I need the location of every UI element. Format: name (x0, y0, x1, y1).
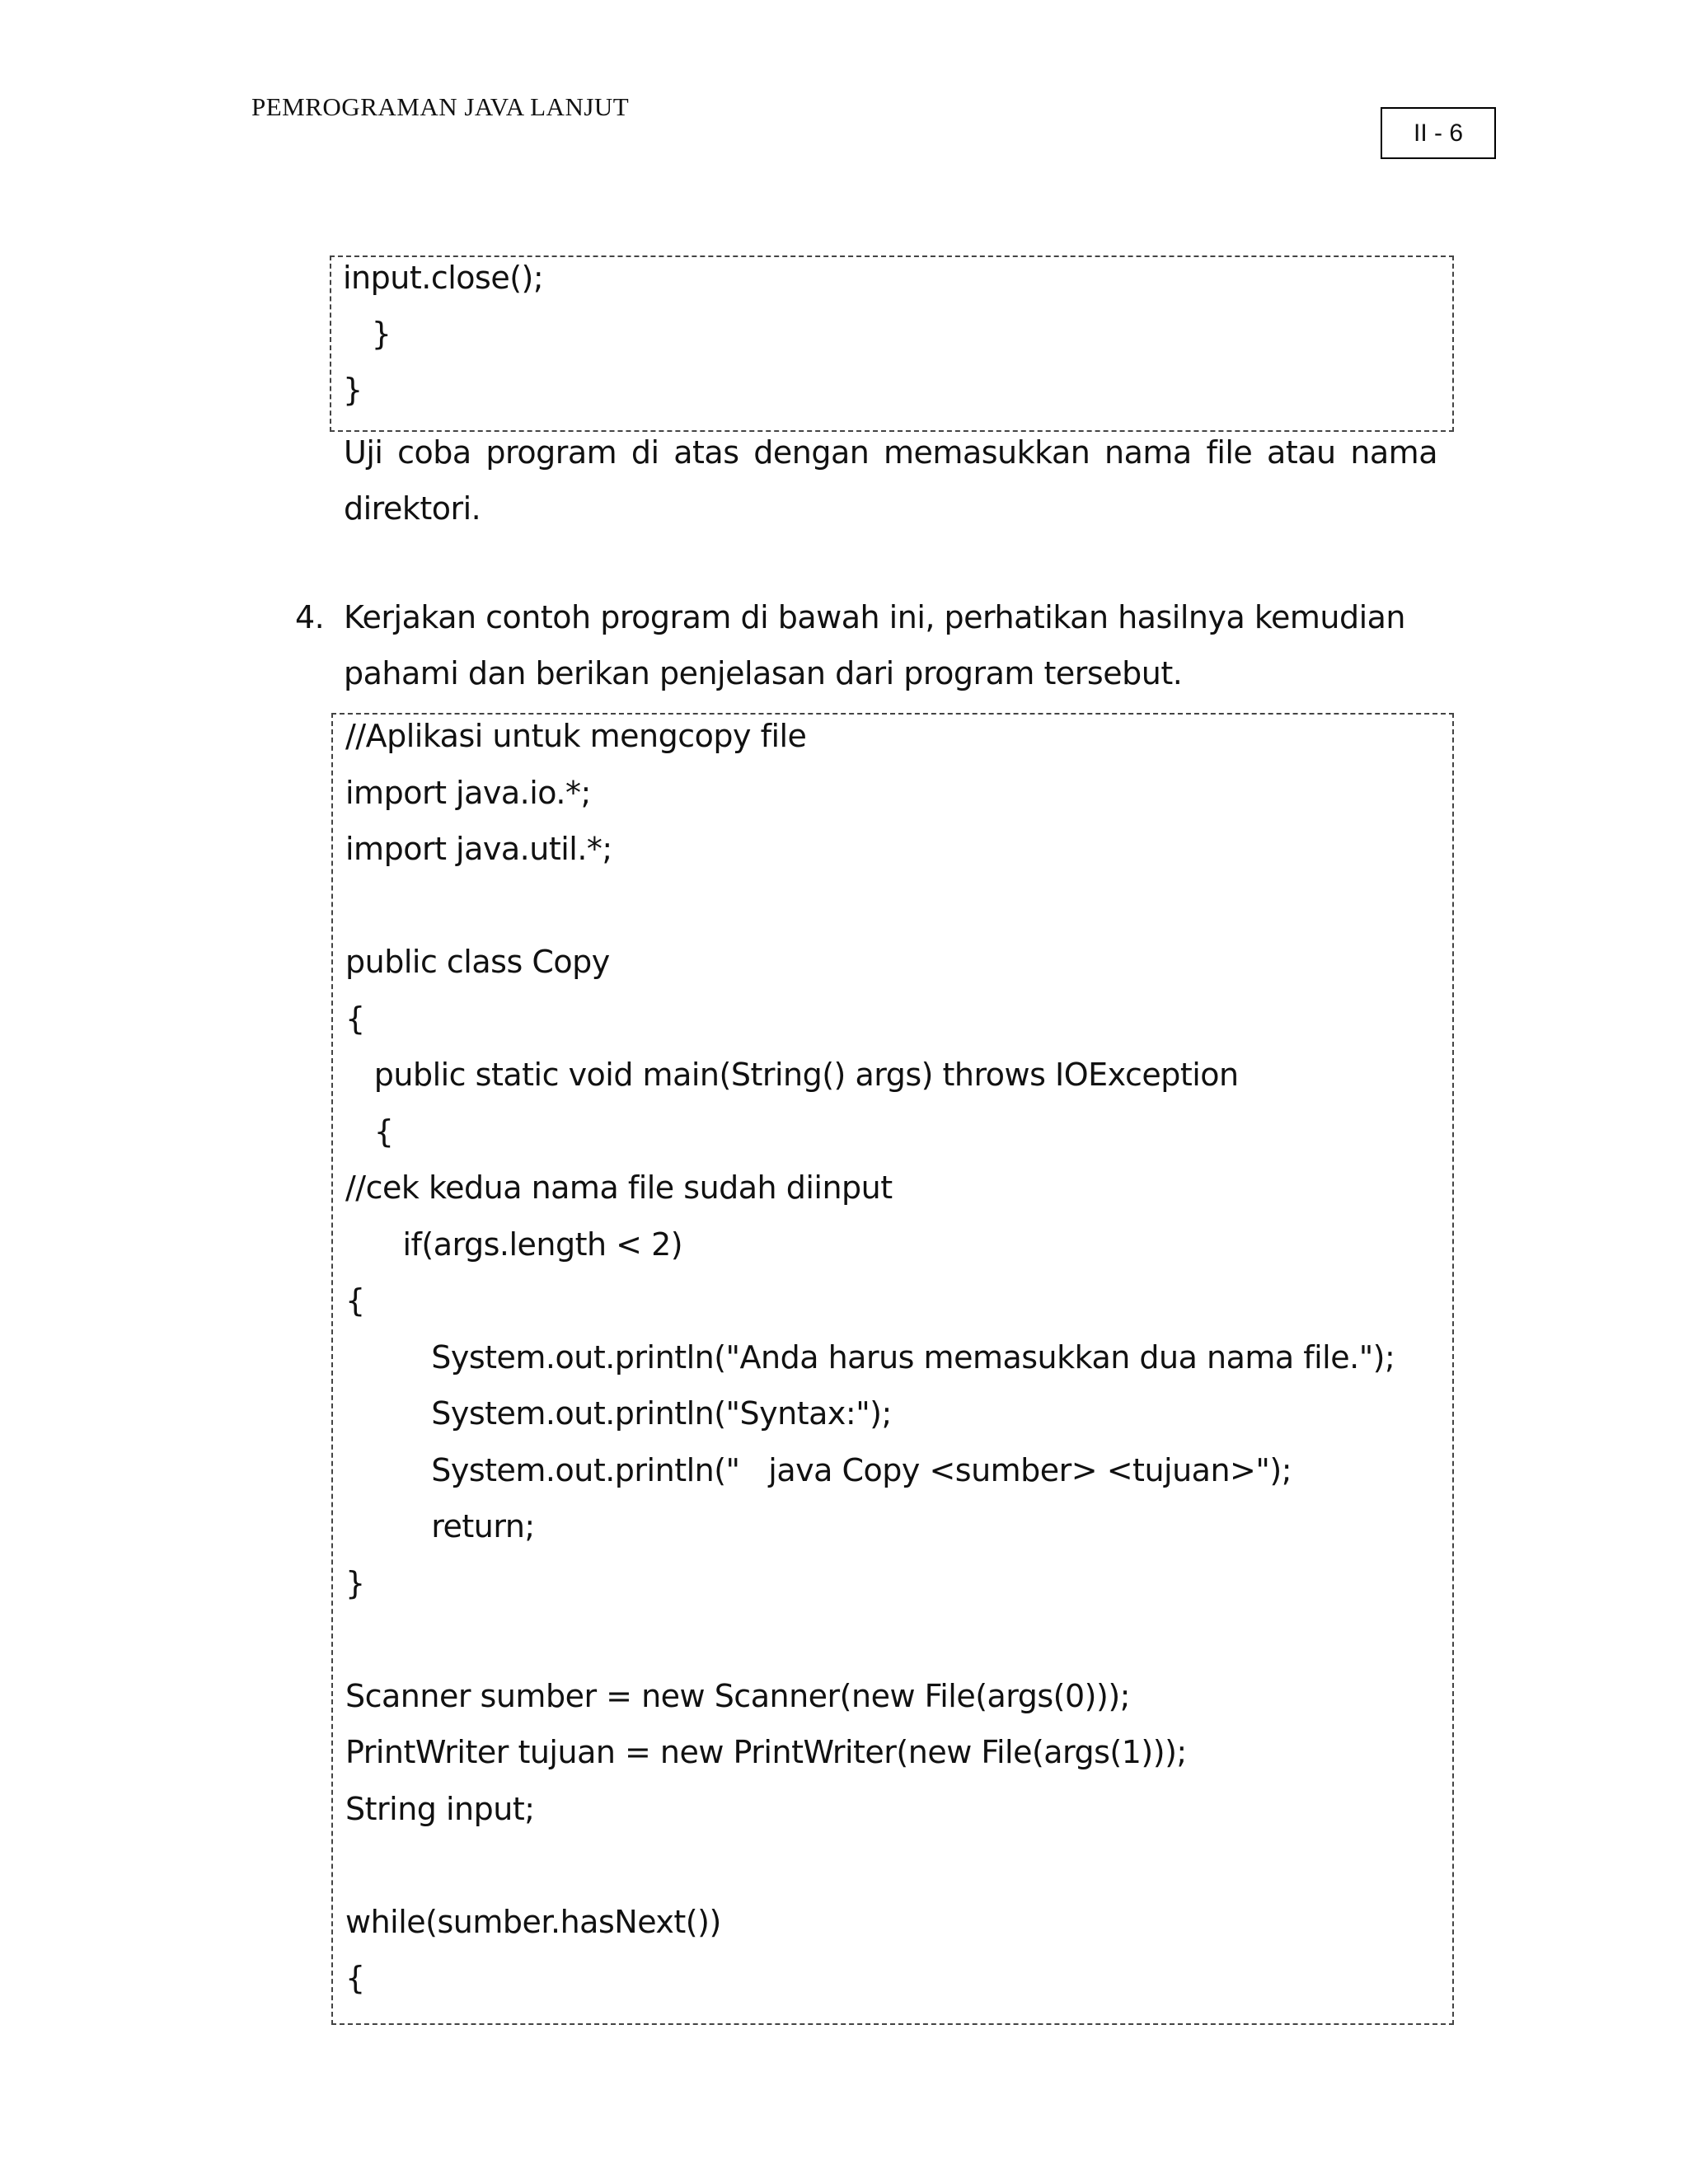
code-line: Scanner sumber = new Scanner(new File(args(0))); (345, 1678, 1130, 1714)
code-line: } (345, 1565, 365, 1601)
code-line: if(args.length < 2) (345, 1226, 683, 1263)
paragraph-line: Uji coba program di atas dengan memasukkan nama file atau nama (344, 434, 1437, 471)
code-line: input.close(); (343, 260, 544, 296)
code-line: String input; (345, 1791, 535, 1827)
code-line: { (345, 1960, 365, 1996)
code-line: } (343, 372, 363, 408)
code-line: public static void main(String() args) throws IOException (345, 1057, 1239, 1093)
code-line: while(sumber.hasNext()) (345, 1904, 721, 1940)
list-item-text: pahami dan berikan penjelasan dari program tersebut. (344, 655, 1183, 691)
code-line: return; (345, 1508, 535, 1544)
code-line: { (345, 1113, 394, 1150)
page-number: II - 6 (1413, 119, 1463, 147)
paragraph-line: direktori. (344, 490, 481, 527)
list-item-text: Kerjakan contoh program di bawah ini, perhatikan hasilnya kemudian (344, 599, 1406, 635)
code-line: System.out.println(" java Copy <sumber> <tujuan>"); (345, 1452, 1292, 1488)
page-number-box (1381, 107, 1496, 159)
document-header-title: PEMROGRAMAN JAVA LANJUT (251, 92, 630, 121)
code-line: PrintWriter tujuan = new PrintWriter(new File(args(1))); (345, 1734, 1187, 1770)
code-line: System.out.println("Anda harus memasukkan dua nama file."); (345, 1339, 1395, 1376)
code-line: System.out.println("Syntax:"); (345, 1395, 892, 1432)
code-line: { (345, 1001, 365, 1037)
code-line: import java.util.*; (345, 831, 612, 867)
code-line: public class Copy (345, 944, 610, 980)
code-line: //Aplikasi untuk mengcopy file (345, 718, 807, 754)
code-line: //cek kedua nama file sudah diinput (345, 1169, 893, 1206)
list-item-number: 4. (295, 599, 325, 635)
code-line: { (345, 1282, 365, 1319)
code-line: import java.io.*; (345, 775, 591, 811)
code-line: } (343, 316, 392, 352)
